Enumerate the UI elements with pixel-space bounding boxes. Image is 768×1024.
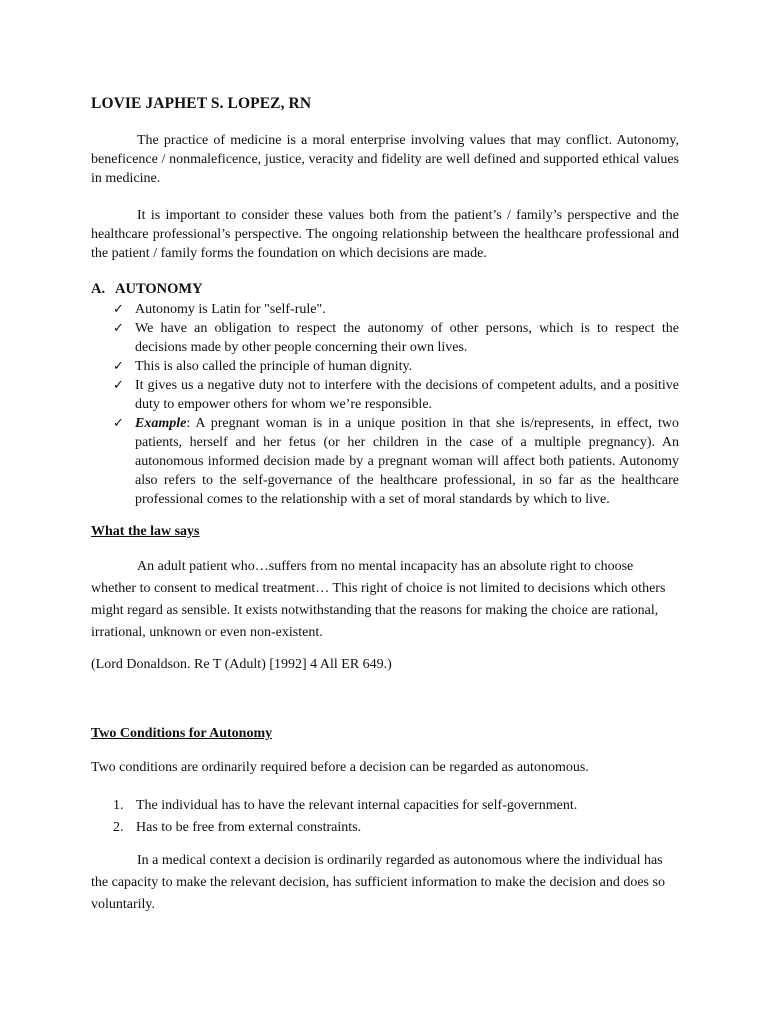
checklist-item-text: It gives us a negative duty not to interfere with the decisions of competent adults, and a positive duty to empower others for whom we’re responsible. bbox=[135, 378, 679, 412]
closing-paragraph-text: In a medical context a decision is ordinarily regarded as autonomous where the individual has the capacity to make the relevant decision, has sufficient information to make the decision and does so voluntarily. bbox=[91, 853, 665, 912]
example-label: Example bbox=[135, 416, 187, 431]
intro-paragraph-2 bbox=[91, 206, 679, 263]
autonomy-checklist bbox=[113, 300, 679, 509]
intro-paragraph-1-text: The practice of medicine is a moral enterprise involving values that may conflict. Autonomy, beneficence / nonmaleficence, justice, veracity and fidelity are well defined and supported ethical values in medicine. bbox=[91, 133, 679, 186]
closing-paragraph bbox=[91, 850, 679, 916]
section-letter: A. bbox=[91, 281, 106, 297]
checkmark-icon: ✓ bbox=[113, 359, 124, 374]
conditions-heading: Two Conditions for Autonomy bbox=[91, 726, 273, 741]
checklist-item-example bbox=[113, 414, 679, 509]
checkmark-icon: ✓ bbox=[113, 416, 124, 431]
law-heading: What the law says bbox=[91, 524, 200, 539]
checklist-item bbox=[113, 376, 679, 414]
checklist-item bbox=[113, 357, 679, 376]
list-number: 2. bbox=[113, 820, 124, 835]
conditions-list-item bbox=[113, 795, 577, 817]
conditions-list-item bbox=[113, 817, 577, 839]
author-heading: LOVIE JAPHET S. LOPEZ, RN bbox=[91, 95, 312, 112]
section-a-heading bbox=[91, 281, 203, 298]
conditions-intro: Two conditions are ordinarily required before a decision can be regarded as autonomous. bbox=[91, 760, 589, 775]
list-item-text: The individual has to have the relevant internal capacities for self-government. bbox=[136, 798, 578, 813]
conditions-list bbox=[113, 795, 577, 839]
checklist-item-text: Autonomy is Latin for "self-rule". bbox=[135, 302, 326, 317]
checkmark-icon: ✓ bbox=[113, 321, 124, 336]
law-quote-text: An adult patient who…suffers from no mental incapacity has an absolute right to choose whether to consent to medical treatment… This right of choice is not limited to decisions which others might regard as sensible. It exists notwithstanding that the reasons for making the choice are rational, irrational, unknown or even non-existent. bbox=[91, 559, 666, 640]
law-citation: (Lord Donaldson. Re T (Adult) [1992] 4 All ER 649.) bbox=[91, 657, 392, 672]
list-item-text: Has to be free from external constraints. bbox=[136, 820, 362, 835]
checkmark-icon: ✓ bbox=[113, 378, 124, 393]
example-text: : A pregnant woman is in a unique position in that she is/represents, in effect, two patients, herself and her fetus (or her children in the case of a multiple pregnancy). An autonomous informed decision made by a pregnant woman will affect both patients. Autonomy also refers to the self-governance of the healthcare professional, in so far as the healthcare professional comes to the relationship with a set of moral standards by which to live. bbox=[135, 416, 679, 507]
checklist-item-text: This is also called the principle of human dignity. bbox=[135, 359, 413, 374]
intro-paragraph-2-text: It is important to consider these values both from the patient’s / family’s perspective and the healthcare professional’s perspective. The ongoing relationship between the healthcare professional and the patient / family forms the foundation on which decisions are made. bbox=[91, 208, 679, 261]
section-title: AUTONOMY bbox=[115, 281, 203, 297]
checklist-item bbox=[113, 319, 679, 357]
list-number: 1. bbox=[113, 798, 124, 813]
law-quote bbox=[91, 556, 679, 644]
checklist-item-text: We have an obligation to respect the autonomy of other persons, which is to respect the decisions made by other people concerning their own lives. bbox=[135, 321, 679, 355]
intro-paragraph-1 bbox=[91, 131, 679, 188]
checklist-item bbox=[113, 300, 679, 319]
checkmark-icon: ✓ bbox=[113, 302, 124, 317]
